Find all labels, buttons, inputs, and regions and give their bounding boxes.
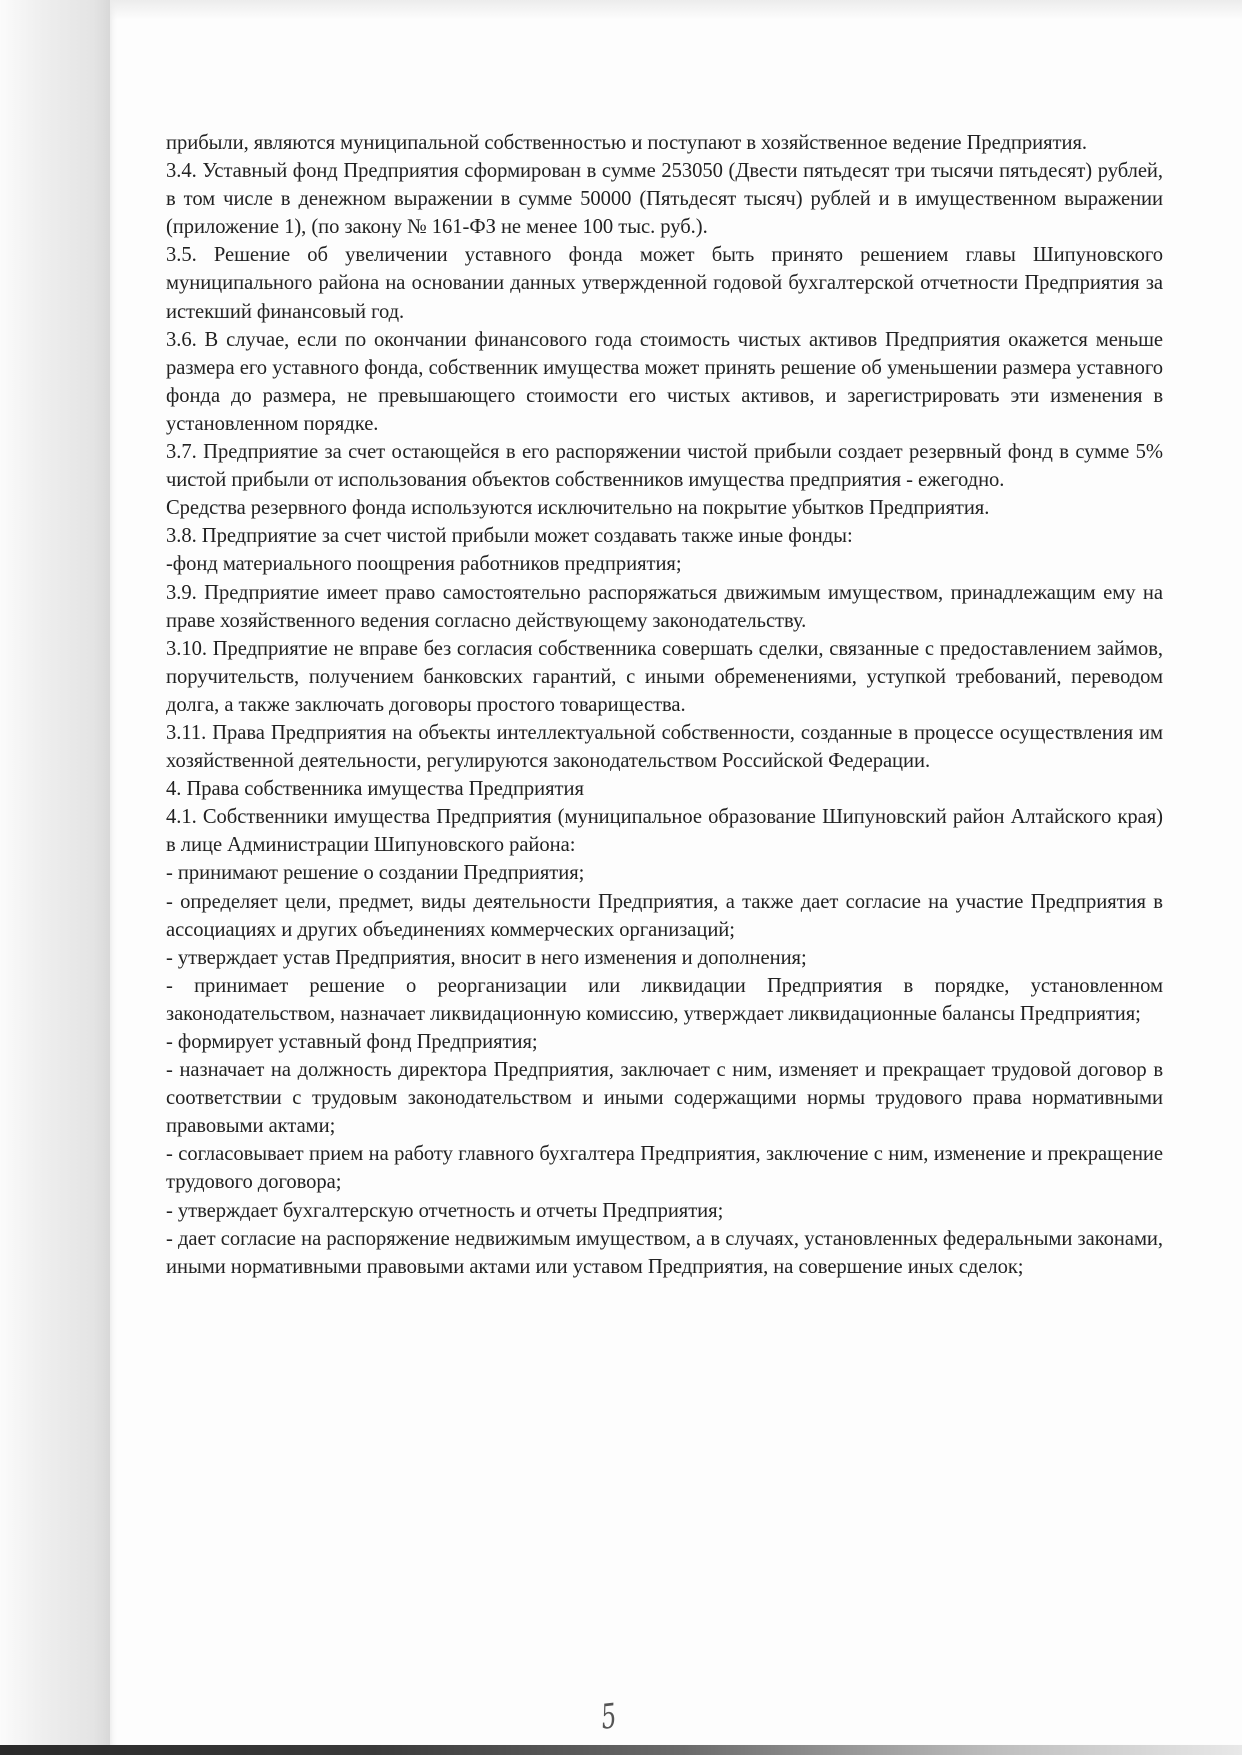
paragraph-3-6-fund-reduction: 3.6. В случае, если по окончании финансового года стоимость чистых активов Предприятия окажется меньше размера его уставного фонда, собственник имущества может принять решение об уменьшении размера уставного фонда до размера, не превышающего стоимости его чистых активов, и зарегистрировать эти изменения в установленном порядке.	[166, 328, 1163, 435]
paragraph-3-10-restrictions: 3.10. Предприятие не вправе без согласия собственника совершать сделки, связанные с предоставлением займов, поручительств, получением банковских гарантий, с иными обременениями, уступкой требований, переводом долга, а также заключать договоры простого товарищества.	[166, 637, 1163, 716]
paragraph-reserve-fund-use: Средства резервного фонда используются исключительно на покрытие убытков Предприятия.	[166, 497, 990, 520]
list-item-chief-accountant: - согласовывает прием на работу главного бухгалтера Предприятия, заключение с ним, изменение и прекращение трудового договора;	[166, 1143, 1163, 1194]
list-item-incentive-fund: -фонд материального поощрения работников предприятия;	[166, 553, 682, 576]
list-item-form-fund: - формирует уставный фонд Предприятия;	[166, 1031, 538, 1053]
list-item-appoint-director: - назначает на должность директора Предприятия, заключает с ним, изменяет и прекращает трудовой договор в соответствии с трудовым законодательством и иными содержащими нормы трудового права нормативными правовыми актами;	[166, 1059, 1163, 1138]
section-heading-4-owner-rights: 4. Права собственника имущества Предприятия	[166, 778, 584, 801]
scan-bottom-edge	[0, 1745, 1242, 1755]
paragraph-3-7-reserve-fund: 3.7. Предприятие за счет остающейся в его распоряжении чистой прибыли создает резервный фонд в сумме 5% чистой прибыли от использования объектов собственников имущества предприятия - ежегодно.	[166, 441, 1163, 492]
paragraph-3-9-movable-property: 3.9. Предприятие имеет право самостоятельно распоряжаться движимым имуществом, принадлежащим ему на праве хозяйственного ведения согласно действующему законодательству.	[166, 581, 1163, 632]
paragraph-3-4-charter-fund: 3.4. Уставный фонд Предприятия сформирован в сумме 253050 (Двести пятьдесят три тысячи пятьдесят) рублей, в том числе в денежном выражении в сумме 50000 (Пятьдесят тысяч) рублей и в имущественном выражении (приложение 1), (по закону № 161-ФЗ не менее 100 тыс. руб.).	[166, 160, 1163, 239]
list-item-approve-charter: - утверждает устав Предприятия, вносит в него изменения и дополнения;	[166, 946, 807, 969]
list-item-approve-reports: - утверждает бухгалтерскую отчетность и отчеты Предприятия;	[166, 1199, 724, 1222]
document-body	[166, 129, 1163, 1281]
paragraph-4-1-owners: 4.1. Собственники имущества Предприятия (муниципальное образование Шипуновский район Алтайского края) в лице Администрации Шипуновского района:	[166, 806, 1163, 857]
list-item-real-estate-consent: - дает согласие на распоряжение недвижимым имуществом, а в случаях, установленных федеральными законами, иными нормативными правовыми актами или уставом Предприятия, на совершение иных сделок;	[166, 1227, 1163, 1278]
list-item-creation-decision: - принимают решение о создании Предприятия;	[166, 862, 585, 885]
paragraph-3-11-intellectual-property: 3.11. Права Предприятия на объекты интеллектуальной собственности, созданные в процессе осуществления им хозяйственной деятельности, регулируются законодательством Российской Федерации.	[166, 721, 1163, 773]
page-top-shadow	[110, 0, 1242, 20]
paragraph-3-3-continuation: прибыли, являются муниципальной собственностью и поступают в хозяйственное ведение Предприятия.	[166, 132, 1087, 154]
list-item-goals-activities: - определяет цели, предмет, виды деятельности Предприятия, а также дает согласие на участие Предприятия в ассоциациях и других объединениях коммерческих организаций;	[166, 890, 1163, 941]
paragraph-3-5-fund-increase: 3.5. Решение об увеличении уставного фонда может быть принято решением главы Шипуновского муниципального района на основании данных утвержденной годовой бухгалтерской отчетности Предприятия за истекший финансовый год.	[166, 244, 1163, 323]
list-item-reorganization: - принимает решение о реорганизации или ликвидации Предприятия в порядке, установленном законодательством, назначает ликвидационную комиссию, утверждает ликвидационные балансы Предприятия;	[166, 974, 1163, 1025]
paragraph-3-8-other-funds: 3.8. Предприятие за счет чистой прибыли может создавать также иные фонды:	[166, 525, 853, 548]
handwritten-page-number: 5	[599, 1696, 619, 1738]
scan-left-margin-strip	[0, 0, 110, 1755]
